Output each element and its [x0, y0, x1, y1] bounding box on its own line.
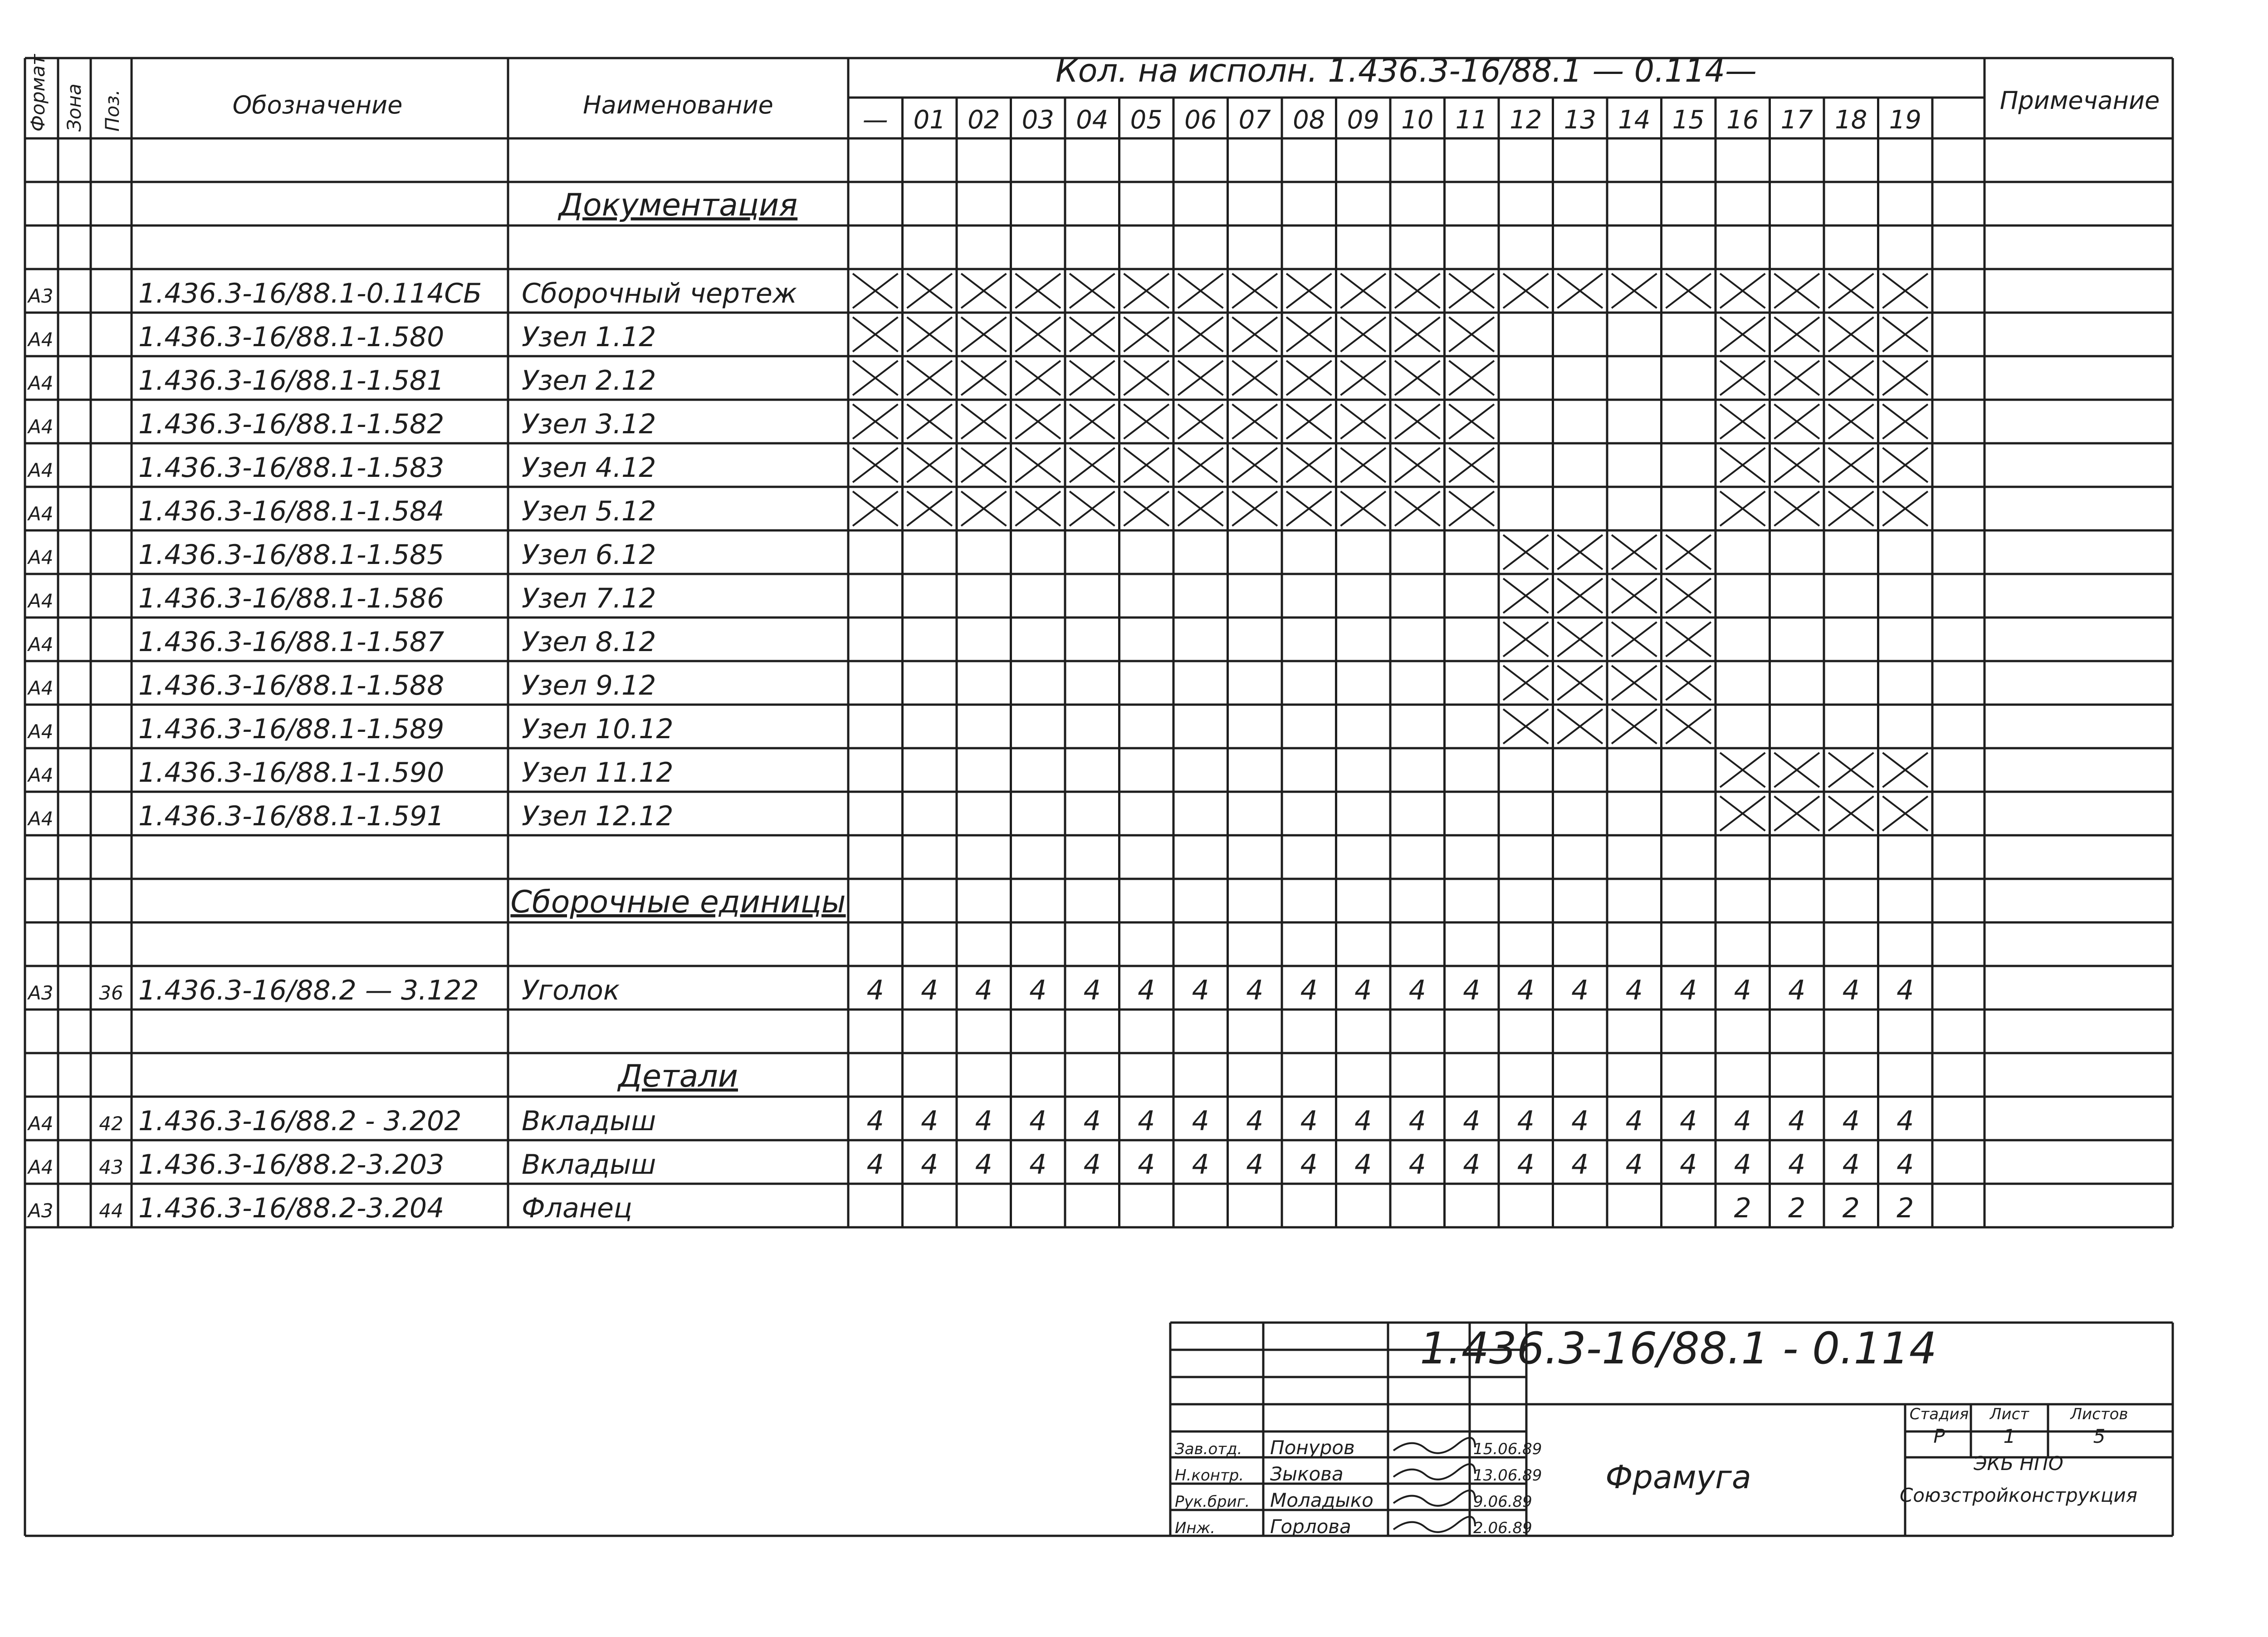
row-designation: 1.436.3-16/88.2-3.203 — [138, 1149, 445, 1181]
signature-scribble — [1393, 1517, 1475, 1532]
variant-quantity: 4 — [1029, 975, 1047, 1006]
variant-quantity: 4 — [1354, 1149, 1372, 1181]
variant-label: 16 — [1726, 105, 1759, 135]
header-designation: Обозначение — [232, 91, 403, 119]
row-format: А4 — [28, 633, 54, 656]
row-designation: 1.436.3-16/88.1-1.580 — [138, 321, 445, 353]
variant-quantity: 4 — [1517, 1149, 1535, 1181]
variant-quantity: 4 — [1354, 975, 1372, 1006]
row-format: А4 — [28, 677, 54, 699]
row-designation: 1.436.3-16/88.2 - 3.202 — [138, 1105, 462, 1137]
sheet-label: Лист — [1989, 1405, 2029, 1423]
variant-label: 10 — [1401, 105, 1434, 135]
row-name: Узел 9.12 — [522, 670, 656, 701]
variant-quantity: 4 — [1246, 1149, 1264, 1181]
variant-label: 01 — [913, 105, 946, 135]
row-format: А4 — [28, 1156, 54, 1178]
variant-label: 19 — [1889, 105, 1921, 135]
variant-quantity: 4 — [1083, 1149, 1101, 1181]
row-name: Узел 4.12 — [522, 452, 656, 484]
variant-quantity: 4 — [921, 1105, 938, 1137]
variant-label: 09 — [1347, 105, 1379, 135]
signature-role: Зав.отд. — [1175, 1440, 1242, 1458]
variant-quantity: 4 — [1354, 1105, 1372, 1137]
variant-label: 07 — [1238, 105, 1271, 135]
variant-quantity: 4 — [1734, 975, 1751, 1006]
variant-quantity: 4 — [1734, 1105, 1751, 1137]
row-designation: 1.436.3-16/88.1-1.589 — [138, 713, 445, 745]
variant-quantity: 4 — [1192, 975, 1209, 1006]
variant-quantity: 4 — [866, 1105, 884, 1137]
variant-label: 11 — [1455, 105, 1488, 135]
row-name: Узел 5.12 — [522, 495, 656, 527]
variant-quantity: 4 — [1408, 1149, 1426, 1181]
variant-quantity: 2 — [1897, 1192, 1914, 1224]
row-name: Узел 7.12 — [522, 583, 656, 614]
row-format: А3 — [28, 1200, 54, 1222]
variant-quantity: 4 — [1517, 1105, 1535, 1137]
variant-quantity: 4 — [1517, 975, 1535, 1006]
signature-role: Рук.бриг. — [1175, 1493, 1250, 1511]
signature-surname: Горлова — [1270, 1515, 1351, 1538]
variant-quantity: 4 — [1571, 1105, 1589, 1137]
variant-label: 03 — [1022, 105, 1054, 135]
row-designation: 1.436.3-16/88.2-3.204 — [138, 1192, 445, 1224]
row-designation: 1.436.3-16/88.1-1.587 — [138, 626, 445, 658]
variant-quantity: 4 — [1734, 1149, 1751, 1181]
section-title: Документация — [558, 187, 798, 223]
stage-value: Р — [1933, 1425, 1945, 1447]
variant-quantity: 4 — [975, 1105, 992, 1137]
variant-quantity: 4 — [1571, 975, 1589, 1006]
variant-label: — — [862, 105, 888, 135]
header-name: Наименование — [583, 91, 773, 119]
row-designation: 1.436.3-16/88.1-1.588 — [138, 670, 445, 701]
section-title: Сборочные единицы — [510, 884, 846, 920]
variant-quantity: 4 — [1680, 1105, 1697, 1137]
variant-quantity: 4 — [1897, 1149, 1914, 1181]
variant-quantity: 4 — [1300, 1149, 1318, 1181]
row-designation: 1.436.3-16/88.1-0.114СБ — [138, 278, 482, 309]
row-designation: 1.436.3-16/88.2 — 3.122 — [138, 975, 479, 1006]
org-line-2: Союзстройконструкция — [1899, 1484, 2138, 1506]
row-name: Уголок — [522, 975, 620, 1006]
variant-label: 18 — [1835, 105, 1867, 135]
signature-surname: Моладыко — [1270, 1489, 1374, 1511]
variant-label: 08 — [1293, 105, 1325, 135]
variant-quantity: 4 — [1138, 1149, 1155, 1181]
variant-quantity: 4 — [1083, 975, 1101, 1006]
variant-quantity: 4 — [1680, 1149, 1697, 1181]
variant-quantity: 4 — [921, 975, 938, 1006]
variant-quantity: 4 — [975, 1149, 992, 1181]
variant-quantity: 4 — [1408, 1105, 1426, 1137]
row-format: А3 — [28, 982, 54, 1004]
header-note: Примечание — [1999, 86, 2160, 115]
signature-rows — [1175, 1436, 1542, 1538]
row-format: А4 — [28, 1113, 54, 1135]
row-format: А4 — [28, 372, 54, 394]
variant-quantity: 2 — [1734, 1192, 1751, 1224]
row-designation: 1.436.3-16/88.1-1.584 — [138, 495, 445, 527]
row-designation: 1.436.3-16/88.1-1.582 — [138, 408, 445, 440]
row-format: А4 — [28, 590, 54, 612]
variant-quantity: 4 — [921, 1149, 938, 1181]
row-designation: 1.436.3-16/88.1-1.581 — [138, 365, 445, 397]
variant-quantity: 4 — [866, 1149, 884, 1181]
row-pos: 44 — [99, 1200, 123, 1222]
variant-label: 17 — [1780, 105, 1813, 135]
variant-label: 04 — [1076, 105, 1109, 135]
variant-quantity: 4 — [1842, 1105, 1860, 1137]
variant-quantity: 4 — [1029, 1149, 1047, 1181]
header-pos: Поз. — [101, 89, 123, 132]
variant-quantity: 4 — [1138, 1105, 1155, 1137]
header-qty-caption: Кол. на исполн. 1.436.3-16/88.1 — 0.114— — [1055, 52, 1757, 89]
variant-quantity: 2 — [1788, 1192, 1806, 1224]
row-pos: 36 — [99, 982, 123, 1004]
variant-quantity: 4 — [1571, 1149, 1589, 1181]
variant-quantity: 4 — [1842, 1149, 1860, 1181]
section-title: Детали — [618, 1059, 738, 1094]
row-name: Вкладыш — [522, 1149, 656, 1181]
row-designation: 1.436.3-16/88.1-1.585 — [138, 539, 445, 571]
row-designation: 1.436.3-16/88.1-1.591 — [138, 800, 445, 832]
signature-scribble — [1393, 1464, 1475, 1480]
variant-quantity: 4 — [1625, 1149, 1643, 1181]
variant-label: 02 — [968, 105, 1000, 135]
variant-quantity: 4 — [1788, 1149, 1806, 1181]
row-format: А4 — [28, 459, 54, 481]
variant-quantity: 4 — [1788, 1105, 1806, 1137]
doc-title: Фрамуга — [1605, 1459, 1751, 1496]
row-format: А4 — [28, 503, 54, 525]
variant-quantity: 4 — [1842, 975, 1860, 1006]
variant-quantity: 4 — [1463, 1105, 1481, 1137]
variant-quantity: 4 — [1300, 1105, 1318, 1137]
variant-quantity: 4 — [1246, 1105, 1264, 1137]
signature-date: 9.06.89 — [1473, 1493, 1532, 1511]
variant-quantity: 4 — [1897, 975, 1914, 1006]
row-format: А4 — [28, 720, 54, 743]
variant-quantity: 4 — [1897, 1105, 1914, 1137]
doc-code: 1.436.3-16/88.1 - 0.114 — [1420, 1323, 1937, 1374]
signature-date: 15.06.89 — [1473, 1440, 1542, 1458]
variant-label: 14 — [1618, 105, 1651, 135]
variant-label: 15 — [1672, 105, 1705, 135]
variant-quantity: 4 — [1625, 1105, 1643, 1137]
signature-surname: Зыкова — [1270, 1463, 1344, 1485]
header-format: Формат — [27, 54, 49, 132]
variant-quantity: 4 — [1463, 1149, 1481, 1181]
row-designation: 1.436.3-16/88.1-1.590 — [138, 757, 445, 789]
row-designation: 1.436.3-16/88.1-1.586 — [138, 583, 445, 614]
variant-quantity: 4 — [1408, 975, 1426, 1006]
row-format: А4 — [28, 328, 54, 351]
row-name: Узел 10.12 — [522, 713, 674, 745]
row-designation: 1.436.3-16/88.1-1.583 — [138, 452, 445, 484]
signature-scribble — [1393, 1490, 1475, 1506]
row-format: А4 — [28, 416, 54, 438]
variant-quantity: 4 — [1246, 975, 1264, 1006]
row-name: Узел 8.12 — [522, 626, 656, 658]
variant-quantity: 4 — [1192, 1105, 1209, 1137]
signature-role: Н.контр. — [1175, 1466, 1244, 1485]
row-name: Фланец — [522, 1192, 632, 1224]
row-pos: 42 — [99, 1113, 123, 1135]
row-name: Узел 12.12 — [522, 800, 674, 832]
signature-date: 13.06.89 — [1473, 1466, 1542, 1485]
variant-header-row — [863, 105, 1921, 135]
variant-label: 13 — [1564, 105, 1596, 135]
signature-role: Инж. — [1175, 1519, 1216, 1537]
sheets-label: Листов — [2070, 1405, 2128, 1423]
header-zone: Зона — [63, 83, 85, 132]
variant-label: 12 — [1510, 105, 1542, 135]
sheets-value: 5 — [2093, 1425, 2106, 1447]
variant-quantity: 4 — [975, 975, 992, 1006]
row-name: Сборочный чертеж — [522, 278, 797, 309]
signature-date: 2.06.89 — [1473, 1519, 1532, 1537]
variant-quantity: 4 — [1083, 1105, 1101, 1137]
signature-scribble — [1393, 1438, 1475, 1453]
row-name: Узел 1.12 — [522, 321, 656, 353]
variant-label: 05 — [1130, 105, 1163, 135]
signature-surname: Понуров — [1270, 1436, 1355, 1459]
row-name: Узел 2.12 — [522, 365, 656, 397]
row-format: А4 — [28, 546, 54, 569]
variant-quantity: 4 — [1463, 975, 1481, 1006]
stage-label: Стадия — [1909, 1405, 1969, 1423]
row-name: Узел 11.12 — [522, 757, 674, 789]
variant-label: 06 — [1184, 105, 1217, 135]
variant-quantity: 4 — [1788, 975, 1806, 1006]
variant-quantity: 4 — [1680, 975, 1697, 1006]
row-format: А4 — [28, 808, 54, 830]
variant-quantity: 4 — [1138, 975, 1155, 1006]
row-format: А3 — [28, 285, 54, 307]
variant-quantity: 4 — [1029, 1105, 1047, 1137]
variant-quantity: 4 — [1192, 1149, 1209, 1181]
variant-quantity: 4 — [1300, 975, 1318, 1006]
row-name: Узел 3.12 — [522, 408, 656, 440]
row-name: Вкладыш — [522, 1105, 656, 1137]
variant-quantity: 2 — [1842, 1192, 1860, 1224]
variant-quantity: 4 — [1625, 975, 1643, 1006]
row-pos: 43 — [99, 1156, 123, 1178]
row-name: Узел 6.12 — [522, 539, 656, 571]
sheet-value: 1 — [2003, 1425, 2016, 1447]
org-line-1: ЭКБ НПО — [1974, 1452, 2063, 1475]
variant-quantity: 4 — [866, 975, 884, 1006]
row-format: А4 — [28, 764, 54, 786]
